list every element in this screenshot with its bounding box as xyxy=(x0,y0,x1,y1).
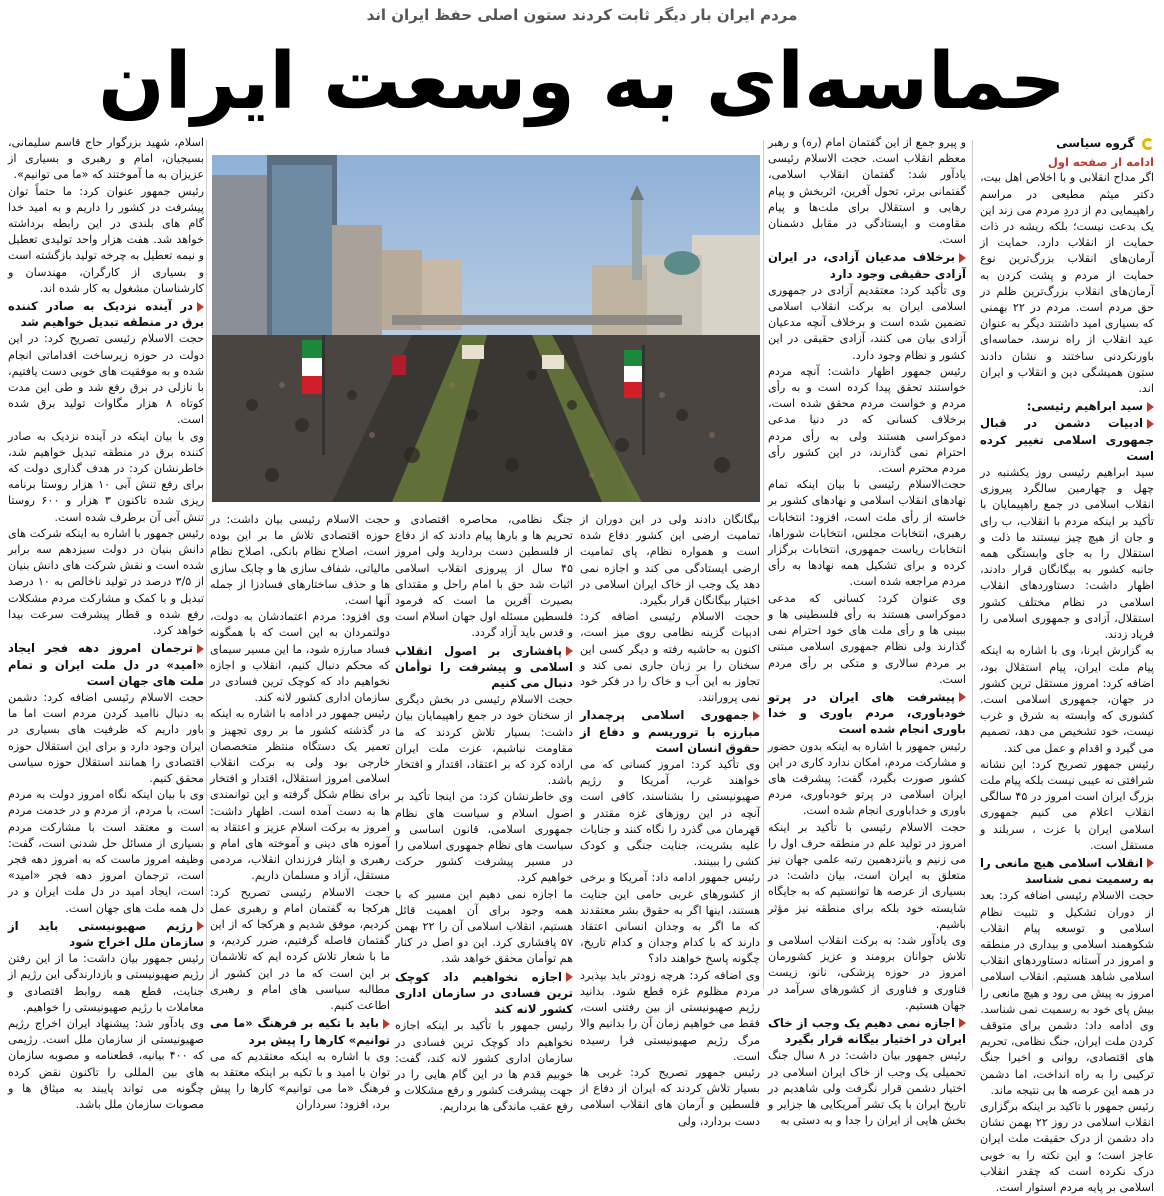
paragraph: وی با بیان اینکه در آینده نزدیک به صادر کننده برق در منطقه تبدیل خواهیم شد، خاطرنشان کرد: در هدف گذاری دولت که برای رفع تنش آبی ۱۰ هزار روستا برنامه ریزی شده تاکنون ۳ هزار و ۶۰۰ روستا تنش آبی آن برطرف شده است. xyxy=(8,429,205,524)
paragraph: وی اضافه کرد: هرچه زودتر باید بپذیرد مردم مظلوم غزه قطع شود. بدانید رژیم صهیونیستی از بین رفتنی است، فقط می خواهیم زمان آن را بدانیم والا مرگ رژیم صهیونیستی فرا رسیده است. xyxy=(580,968,760,1063)
paragraph: رئیس جمهور با تأکید بر اینکه اجازه نخواهیم داد کوچک ترین فسادی در سازمان اداری کشور لانه کند، گفت: خوبیم قدم ها در این گام هایی را در جهت پیشرفت کشور و رفع مشکلات و رفع عقب ماندگی ها برداریم. xyxy=(395,1019,573,1114)
subheading: برخلاف مدعیان آزادی، در ایران آزادی حقیقی وجود دارد xyxy=(768,250,966,281)
subheading: اجازه نمی دهیم یک وجب از خاک ایران در اختیار بیگانه قرار بگیرد xyxy=(768,1015,966,1047)
paragraph: رئیس جمهور عنوان کرد: ما حتماً توان پیشرفت در کشور را داریم و به امید خدا گام های بلندی در این رابطه برداشته خواهد شد. هفت هزار واحد تولیدی تعطیل و نیمه تعطیل به چرخه تولید بازگشته است و بسیاری از کارگران، مهندسان و کارشناسان مشغول به کار شده اند. xyxy=(8,184,204,295)
paragraph: وی عنوان کرد: کسانی که مدعی دموکراسی هستند به رأی فلسطینی ها و ببینی ها و رأی ملت های خود احترام نمی گذارند ولی نظام جمهوری اسلامی مبتنی بر مردم سالاری و متکی بر رأی مردم است. xyxy=(768,591,966,686)
subheading: ترجمان امروز دهه فجر ایجاد «امید» در دل ملت ایران و تمام ملت های جهان است xyxy=(8,641,204,688)
column-3 xyxy=(8,135,205,1111)
paragraph: رئیس جمهور ادامه داد: آمریکا و برخی از کشورهای غربی حامی این جنایت هستند، اینها اگر به حقوق بشر معتقدند که ما اگر به وجدان انسانی اعتقاد دارند که با کدام وجدان و کدام تاریخ، چگونه پاسخ خواهند داد؟ xyxy=(580,871,760,966)
paragraph: رئیس جمهور اظهار داشت: آنچه مردم خواستند تحقق پیدا کرده است و به رأی مردم و خواست مردم محقق شده است، برخلاف کسانی که در دنیا مدعی دموکراسی هستند ولی به رأی مردم احترام نمی گذارند، در این کشور رأی مردم محترم است. xyxy=(768,364,966,476)
paragraph: حجت الاسلام رئیسی اضافه کرد: بعد از دوران تشکیل و تثبیت نظام اسلامی و توسعه پیام انقلاب شکوهمند اسلامی و بیداری در منطقه و امروز در آستانه دستاوردهای انقلاب اسلامی شاهد هستیم. انقلاب اسلامی امروز به پیش می رود و هیچ مانعی را بیش پای خود به رسمیت نمی شناسد. xyxy=(980,889,1154,1016)
paragraph: بیگانگان دادند ولی در این دوران از تمامیت ارضی این کشور دفاع شده است و همواره نظام، پای تمامیت ارضی ایستادگی می کند و اجازه نمی دهد یک وجب از خاک ایران اسلامی در اختیار بیگانگان قرار بگیرد. xyxy=(580,513,760,608)
paragraph: وی خاطرنشان کرد: من اینجا تأکید بر اصول اسلام و سیاست های نظام جمهوری اسلامی، قانون اساسی و سیاست های نظام جمهوری اسلامی را در مسیر پیشرفت کشور حرکت خواهیم کرد. xyxy=(395,790,573,885)
subheading: پافشاری بر اصول انقلاب اسلامی و پیشرفت را توأمان دنبال می کنیم xyxy=(395,643,573,691)
paragraph: جنگ نظامی، محاصره اقتصادی و تحریم ها و بارها پیام دادند که از دفاع از فلسطین دست بردارید ولی امروز ۴۵ سال از پیروزی انقلاب اسلامی اثبات شد حق با امام راحل و مقتدای بصیرت آفرین ما است که فرمود فلسطین مسئله اول جهان اسلام است و قدس باید آزاد گردد. xyxy=(395,513,573,640)
paragraph: وی افزود: مردم اعتمادشان به دولت، دولتمردان به این است که با همگونه فساد مبارزه شود، ما این مسیر سیمای که محکم دنبال کنیم، انقلاب و اجازه نخواهیم داد که کوچک ترین فسادی در سازمان اداری کشور لانه کند. xyxy=(210,610,390,705)
subheading: رژیم صهیونیستی باید از سازمان ملل اخراج شود xyxy=(8,918,204,949)
rally-photo-illustration xyxy=(212,155,760,502)
kicker: مردم ایران بار دیگر ثابت کردند ستون اصلی حفظ ایران اند xyxy=(366,6,798,24)
paragraph: وی با بیان اینکه نگاه امروز دولت به مردم است، با مردم، از مردم و در خدمت مردم است و معتقد است با مشارکت مردم بسیاری از مسائل حل شدنی است، گفت: وظیفه امروز ماست که به امروز دهه فجر است، ترجمان امروز دهه فجر «امید» است، ایجاد امید در دل ملت ایران و در دل همه ملت های جهان است. xyxy=(8,788,204,915)
newspaper-logo-icon xyxy=(1142,138,1154,150)
paragraph: وی تأکید کرد: امروز کسانی که می خواهند غرب، آمریکا و رژیم صهیونیستی را بشناسند، کافی است آنچه در این روزهای غزه مقتدر و قهرمان می گذرد را نگاه کنند و جنایات علیه بشریت، جنایت جنگی و کودک کشی را ببینند. xyxy=(580,758,760,869)
paragraph: رئیس جمهور با اشاره به اینکه بدون حضور و مشارکت مردم، امکان ندارد کاری در این کشور صورت بگیرد، گفت: پیشرفت های ایران اسلامی در پرتو خودباوری، مردم باوری و خداباوری انجام شده است. xyxy=(768,739,966,818)
paragraph: رئیس جمهور با اشاره به اینکه شرکت های دانش بنیان در دولت سیزدهم سه برابر شده است و نقش شرکت های دانش بنیان از ۳/۵ درصد در تولید ناخالص به ۱۰ درصد تبدیل و با کمک و مشارکت مردم مشکلات رفع شده و قطار پیشرفت سرعت بیدا خواهد کرد. xyxy=(8,526,204,638)
column-6 xyxy=(210,512,390,1112)
subheading: سید ابراهیم رئیسی: xyxy=(980,398,1154,414)
continued-label: ادامه از صفحه اول xyxy=(1047,155,1154,170)
paragraph: رئیس جمهور در ادامه با اشاره به اینکه در گذشته کشور ما بر روی تجهیز و تعمیر یک دستگاه منتظر متخصصان خارجی بود ولی به برکت انقلاب اسلامی امروز استقلال، اقتدار و افتخار برای نظام شکل گرفته و این توانمندی ها به دست آمده است. اظهار داشت: امروز به برکت اسلام عزیز و اعتقاد به آموزه های دینی و آموخته های امام و رهبری و ایثار فرزندان انقلاب، مردمی مستقل، آزاد و مسلمان داریم. xyxy=(210,707,390,883)
paragraph: حجت الاسلام رئیسی تصریح کرد: در این دولت در حوزه زیرساخت اقداماتی انجام شده و به موفقیت های خوبی دست یافتیم، با نازلی در برق رفع شد و طی این مدت کوتاه ۸ هزار مگاوات تولید برق شده است. xyxy=(8,332,204,427)
paragraph: رئیس جمهور بیان داشت: در ۸ سال جنگ تحمیلی یک وجب از خاک ایران اسلامی در اختیار دشمن قرار نگرفت ولی شاهدیم در تاریخ ایران با یک تشر آمریکایی ها جزایر و بخش هایی از ایران را جدا و به دستی به xyxy=(768,1049,966,1128)
paragraph: حجت الاسلام رئیسی اضافه کرد: ادبیات گزینه نظامی روی میز است، اکنون به حاشیه رفته و دیگر کسی این سخنان را بر زبان جاری نمی کند و تجاوز به این آب و خاک را در فکر خود نمی پرورانند. xyxy=(580,610,760,705)
paragraph: رئیس جمهور با تاکید بر اینکه برگزاری انقلاب اسلامی در روز ۲۲ بهمن نشان داد دشمن از درک حقیقت ملت ایران عاجز است؛ و این نکته را به خوبی درک نکرده است که چقدر انقلاب اسلامی بر پایه مردم استوار است. xyxy=(980,1099,1154,1194)
section-label: گروه سیاسی xyxy=(1056,136,1135,150)
paragraph: وی یادآور شد: پیشنهاد ایران اخراج رژیم صهیونیستی از سازمان ملل است. رژیمی که ۴۰۰ بیانیه، قطعنامه و مصوبه سازمان های بین المللی را تاکنون نقض کرده چگونه می تواند پایبند به میثاق ها و مصوبات سازمان ملل باشد. xyxy=(8,1016,204,1111)
paragraph: حجت الاسلام رئیسی بیان داشت: در حوزه اقتصادی تلاش ما بر این بوده است، اصلاح نظام بانکی، اصلاح نظام مالیاتی، شفاف سازی ها و چابک سازی ها و حذف ساختارهای فسادزا از جمله آنها است. xyxy=(210,513,390,608)
paragraph: وی یادآور شد: به برکت انقلاب اسلامی و تلاش جوانان برومند و عزیز کشورمان امروز در حوزه پزشکی، نانو، زیست فناوری و فناوری از کشورهای سرآمد در جهان هستیم. xyxy=(768,933,966,1012)
paragraph: حجت‌الاسلام رئیسی با بیان اینکه تمام نهادهای انقلاب اسلامی و نهادهای کشور بر خاسته از رأی ملت است، افزود: انتخابات رهبری، انتخابات مجلس، انتخابات شوراها، انتخابات ریاست جمهوری، انتخابات برگزار کرده و برای تشکیل همه نهادها به رأی مردم مراجعه شده است. xyxy=(768,478,966,589)
column-2 xyxy=(768,135,966,1128)
headline: حماسه‌ای به وسعت ایران xyxy=(98,37,1066,127)
subheading: باید با تکیه بر فرهنگ «ما می توانیم» کارها را پیش برد xyxy=(210,1016,390,1047)
paragraph: اگر مداح انقلابی و با اخلاص اهل بیت، دکتر میثم مطیعی در مراسم راهپیمایی دم از دردِ مردم می زند این یک بدعت نیست؛ بلکه ریشه در ذات حمایت از انقلاب دارد. حمایت از آرمان‌های انقلاب بزرگ‌ترین نوع حمایت از مردم و پشت کردن به آرمان‌های انقلاب بزرگ‌ترین ظلم در حق مردم است. مردم در ۲۲ بهمنی که بسیاری امید داشتند دیگر به عنوان عید انقلاب از راه نرسد، حماسه‌ای باورنکردنی ساختند و نشان دادند ستون همیشگی دین و انقلاب و ایران اند. xyxy=(980,171,1154,396)
paragraph: حجت الاسلام رئیسی در بخش دیگری از سخنان خود در جمع راهپیمایان بیان داشت: بسیار تلاش کردند که ما مقاومت نباشیم، عزت ملت ایران اراده کرد که بر اعتقاد، اقتدار و افتخار باشد. xyxy=(395,693,573,788)
subheading: انقلاب اسلامی هیچ مانعی را به رسمیت نمی شناسد xyxy=(980,855,1154,887)
paragraph: رئیس جمهور تصریح کرد: غربی ها بسیار تلاش کردند که ایران از دفاع از فلسطین و آرمان های انقلاب اسلامی دست بردارد، ولی xyxy=(580,1065,760,1128)
paragraph: حجت الاسلام رئیسی تصریح کرد: هرکجا به گفتمان امام و رهبری عمل کردیم، موفق شدیم و هرکجا که از این گفتمان فاصله گرفتیم، ضرر کردیم، و ما با شعار تلاش کرده ایم که تلاشمان بر این است که ما در این کشور از مطالبه سیاسی های امام و رهبری اطاعت کنیم. xyxy=(210,885,390,1013)
paragraph: رئیس جمهور تصریح کرد: این نشانه شرافتی نه عیبی نیست بلکه پیام ملت بزرگ ایران است امروز در ۴۵ سالگی انقلاب اعلام می کنیم جمهوری اسلامی ایران با عزت ، سربلند و مستقل است. xyxy=(980,757,1154,852)
paragraph: ما اجازه نمی دهیم این مسیر که با همه وجود برای آن اهمیت قائل هستیم، انقلاب اسلامی آن را ۲۲ بهمن ۵۷ پافشاری کرد. این دو اصل در کنار هم توأمان محقق خواهد شد. xyxy=(395,887,573,966)
subheading: ادبیات دشمن در قبال جمهوری اسلامی تغییر کرده است xyxy=(980,416,1154,463)
paragraph: حجت الاسلام رئیسی اضافه کرد: دشمن به دنبال ناامید کردن مردم است اما ما باور داریم که ظرفیت های بسیاری در ایران وجود دارد و برای این استقلال حوزه اقتصادی را همانند استقلال حوزه سیاسی محقق کنیم. xyxy=(8,690,204,785)
paragraph: وی ادامه داد: دشمن برای متوقف کردن ملت ایران، جنگ نظامی، تحریم های اقتصادی، روانی و اخیرا جنگ ترکیبی را به راه انداخت، اما دشمن در همه این عرصه ها بی نتیجه ماند. xyxy=(980,1018,1154,1097)
rally-photo xyxy=(212,155,760,502)
paragraph: سید ابراهیم رئیسی روز یکشنبه در چهل و چهارمین سالگرد پیروزی انقلاب اسلامی در جمع راهپیمایان با تأکید بر اینکه مردم با انقلاب، ب رای و جان از هیچ چیز نیستند ما ذلت و استقلال را به جای وابستگی همه جانبه کشور به بیگانگان قرار دادند، اظهار داشت: دستاوردهای انقلاب اسلامی در نظام مختلف کشور استقلال، آزادی و جمهوری اسلامی را فریاد زدند. xyxy=(980,466,1154,642)
subheading: پیشرفت های ایران در پرتو خودباوری، مردم باوری و خدا باوری انجام شده است xyxy=(768,689,966,737)
paragraph: وی با اشاره به اینکه معتقدیم که می توان با امید و با تکیه بر اینکه معتقد به فرهنگ «ما می توانیم» کارها را پیش برد، افزود: سرداران xyxy=(210,1049,390,1112)
subheading: جمهوری اسلامی پرچمدار مبارزه با تروریسم و دفاع از حقوق انسان است xyxy=(580,708,760,755)
column-5 xyxy=(395,512,573,1114)
paragraph: و پیرو جمع از این گفتمان امام (ره) و رهبر معظم انقلاب است. حجت الاسلام رئیسی یادآور شد: گفتمان انقلاب اسلامی، گفتمانی برتر، تحول آفرین، اثربخش و پیام رهایی و استقلال برای ملت‌ها و پیام مقاومت و ایستادگی در مقابل دشمنان است. xyxy=(768,136,966,247)
column-1 xyxy=(980,135,1154,1194)
paragraph: رئیس جمهور بیان داشت: ما از این رفتن رژیم صهیونیستی و بازدارندگی این رژیم از جنایت، قطع همه روابط اقتصادی و معاملات با رژیم صهیونیستی را خواهیم. xyxy=(8,952,204,1014)
column-4 xyxy=(580,512,760,1128)
paragraph: به گزارش ایرنا، وی با اشاره به اینکه پیام ملت ایران، پیام استقلال بود، اضافه کرد: امروز مستقل ترین کشور در جهان، جمهوری اسلامی است. کشوری که وابسته به شرق و غرب نیست، خود تشخیص می دهد، تصمیم می گیرد و اقدام و عمل می کند. xyxy=(980,644,1154,755)
paragraph: اسلام، شهید بزرگوار حاج قاسم سلیمانی، بسیجیان، امام و رهبری و بسیاری از عزیزان به ما آموختند که «ما می توانیم». xyxy=(8,136,204,182)
paragraph: وی تأکید کرد: معتقدیم آزادی در جمهوری اسلامی ایران به برکت انقلاب اسلامی تضمین شده است و برخلاف آنچه مدعیان آزادی بیان می کنند، آزادی حقیقی در این کشور و نظام وجود دارد. xyxy=(768,283,966,362)
subheading: اجازه نخواهیم داد کوچک ترین فسادی در سازمان اداری کشور لانه کند xyxy=(395,969,573,1017)
subheading: در آینده نزدیک به صادر کننده برق در منطقه تبدیل خواهیم شد xyxy=(8,299,204,330)
paragraph: حجت الاسلام رئیسی با تأکید بر اینکه امروز در تولید علم در منطقه حرف اول را می زنیم و یانزدهمین رتبه علمی جهان نیز متعلق به ایران است، بیان داشت: در بسیاری از عرصه ها توانستیم که به جایگاه شایسته خود بلکه برای منطقه نیز مؤثر باشیم. xyxy=(768,820,966,931)
